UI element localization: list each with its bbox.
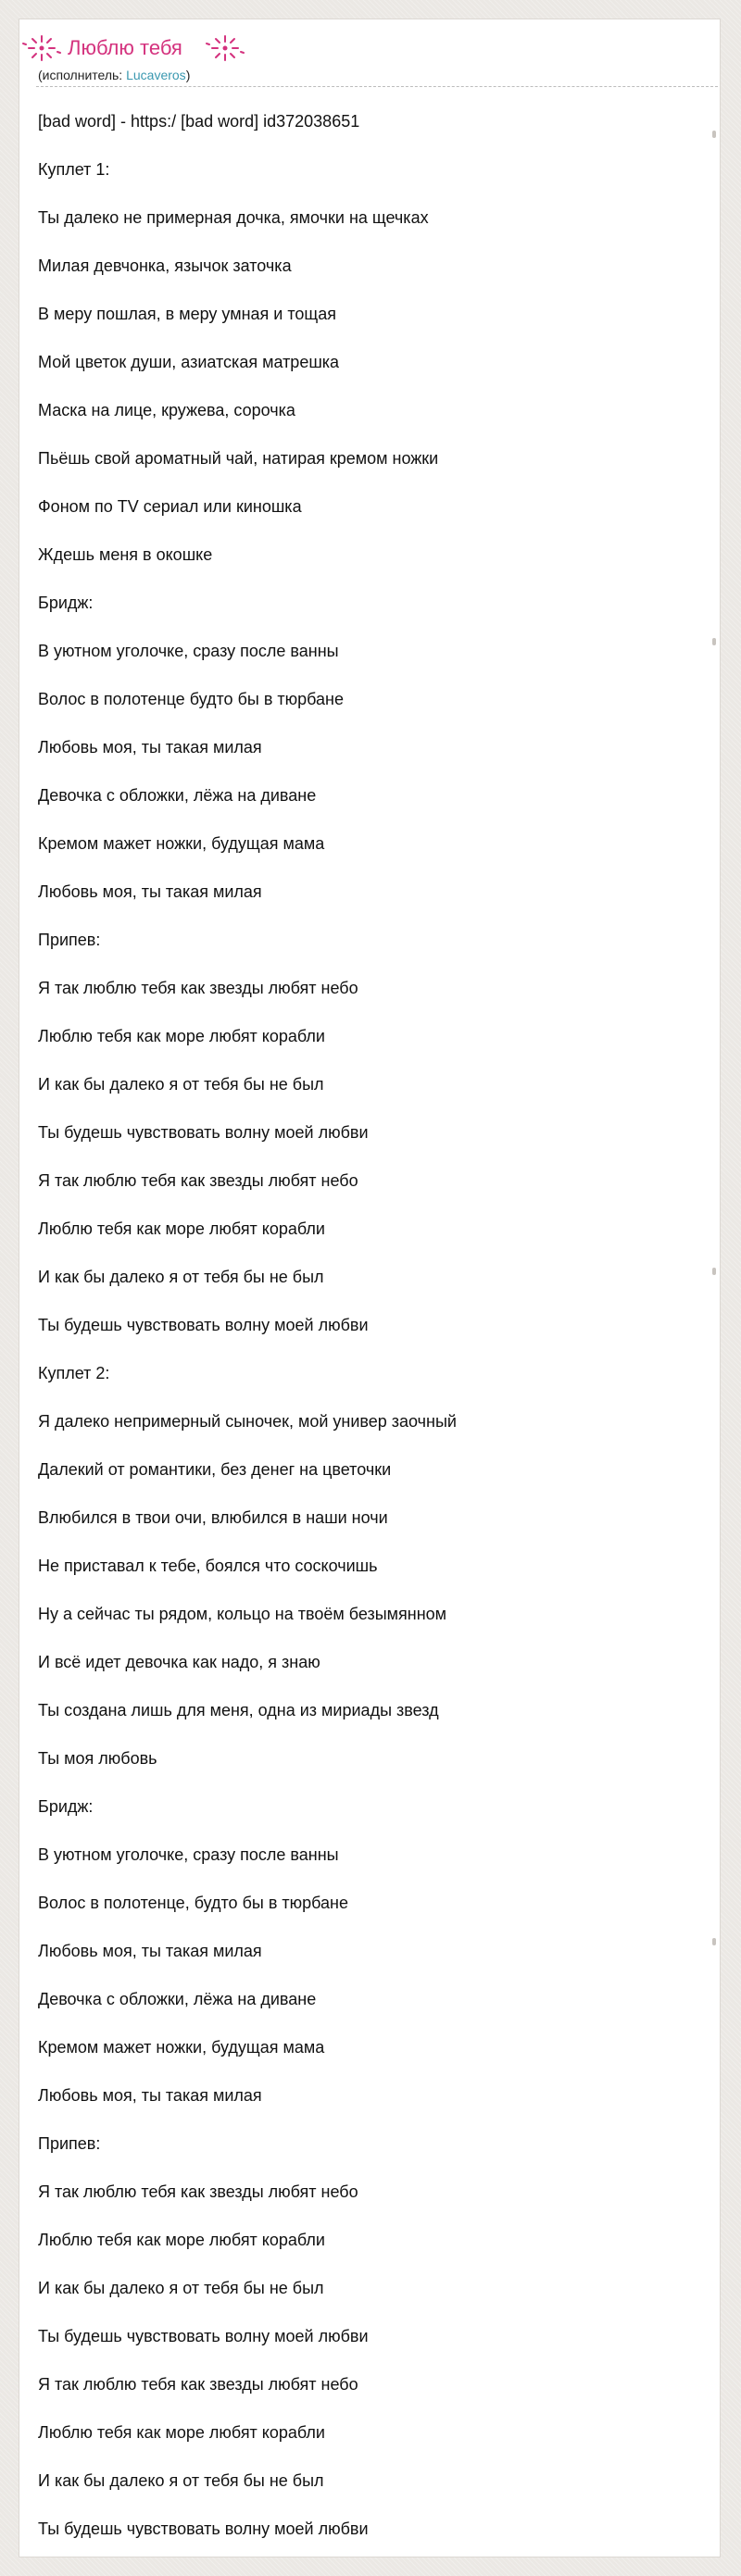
lyric-line: Ну а сейчас ты рядом, кольцо на твоём безымянном: [38, 1605, 447, 1623]
song-header: [19, 32, 720, 88]
lyric-line: Люблю тебя как море любят корабли: [38, 2423, 325, 2442]
lyrics-page: [19, 19, 721, 2557]
lyric-line: Пьёшь свой ароматный чай, натирая кремом ножки: [38, 449, 439, 468]
lyric-line: И как бы далеко я от тебя бы не был: [38, 2471, 324, 2490]
lyric-line: В меру пошлая, в меру умная и тощая: [38, 305, 336, 323]
lyric-line: Люблю тебя как море любят корабли: [38, 2231, 325, 2249]
lyric-line: Припев:: [38, 931, 101, 949]
lyric-line: Куплет 2:: [38, 1364, 110, 1382]
scroll-mark: [712, 131, 716, 138]
lyric-line: Любовь моя, ты такая милая: [38, 738, 262, 757]
lyric-line: И всё идет девочка как надо, я знаю: [38, 1653, 320, 1671]
lyric-line: Ты моя любовь: [38, 1749, 157, 1768]
lyric-line: Милая девчонка, язычок заточка: [38, 256, 292, 275]
sparkle-ornament-icon: [203, 32, 247, 64]
lyric-line: И как бы далеко я от тебя бы не был: [38, 1075, 324, 1094]
lyric-line: Ты будешь чувствовать волну моей любви: [38, 1316, 369, 1334]
lyric-line: Ты создана лишь для меня, одна из мириады звезд: [38, 1701, 439, 1719]
lyric-line: Любовь моя, ты такая милая: [38, 1942, 262, 1960]
lyric-line: Волос в полотенце, будто бы в тюрбане: [38, 1894, 348, 1912]
lyric-line: В уютном уголочке, сразу после ванны: [38, 1845, 339, 1864]
lyric-line: Фоном по TV сериал или киношка: [38, 497, 302, 516]
sparkle-ornament-icon: [19, 32, 64, 64]
lyric-line: Люблю тебя как море любят корабли: [38, 1219, 325, 1238]
lyric-line: Маска на лице, кружева, сорочка: [38, 401, 295, 419]
lyric-line: Любовь моя, ты такая милая: [38, 882, 262, 901]
lyric-line: В уютном уголочке, сразу после ванны: [38, 642, 339, 660]
lyric-line: Ты будешь чувствовать волну моей любви: [38, 2520, 369, 2538]
scroll-track: [709, 19, 720, 2557]
lyric-line: Куплет 1:: [38, 160, 110, 179]
lyrics-list: [38, 97, 705, 2553]
lyric-line: Бридж:: [38, 594, 94, 612]
scroll-mark: [712, 1938, 716, 1945]
lyric-line: Ты будешь чувствовать волну моей любви: [38, 2327, 369, 2345]
lyric-line: Далекий от романтики, без денег на цветочки: [38, 1460, 392, 1479]
lyric-line: Ты будешь чувствовать волну моей любви: [38, 1123, 369, 1142]
lyric-line: Не приставал к тебе, боялся что соскочишь: [38, 1557, 378, 1575]
lyric-line: Я так люблю тебя как звезды любят небо: [38, 1171, 358, 1190]
lyric-line: [bad word] - https:/ [bad word] id372038651: [38, 112, 360, 131]
artist-prefix: (исполнитель:: [38, 68, 127, 82]
lyric-line: Влюбился в твои очи, влюбился в наши ночи: [38, 1508, 388, 1527]
lyric-line: Девочка с обложки, лёжа на диване: [38, 1990, 317, 2008]
lyric-line: Мой цветок души, азиатская матрешка: [38, 353, 340, 371]
lyric-line: Я далеко непримерный сыночек, мой универ заочный: [38, 1412, 457, 1431]
lyric-line: Девочка с обложки, лёжа на диване: [38, 786, 317, 805]
lyric-line: Кремом мажет ножки, будущая мама: [38, 2038, 325, 2057]
lyric-line: Я так люблю тебя как звезды любят небо: [38, 979, 358, 997]
lyric-line: Ждешь меня в окошке: [38, 545, 213, 564]
lyric-line: Волос в полотенце будто бы в тюрбане: [38, 690, 344, 708]
lyric-line: Люблю тебя как море любят корабли: [38, 1027, 325, 1045]
lyric-line: И как бы далеко я от тебя бы не был: [38, 2279, 324, 2297]
scroll-mark: [712, 638, 716, 645]
artist-line: [38, 68, 190, 82]
lyric-line: Припев:: [38, 2134, 101, 2153]
lyric-line: Ты далеко не примерная дочка, ямочки на щечках: [38, 208, 429, 227]
artist-suffix: ): [185, 68, 191, 82]
lyric-line: Я так люблю тебя как звезды любят небо: [38, 2375, 358, 2394]
lyric-line: Я так люблю тебя как звезды любят небо: [38, 2182, 358, 2201]
lyric-line: И как бы далеко я от тебя бы не был: [38, 1268, 324, 1286]
lyric-line: Бридж:: [38, 1797, 94, 1816]
song-title: Люблю тебя: [68, 36, 182, 59]
artist-link[interactable]: Lucaveros: [126, 68, 186, 82]
lyric-line: Любовь моя, ты такая милая: [38, 2086, 262, 2105]
header-divider: [36, 86, 718, 87]
lyric-line: Кремом мажет ножки, будущая мама: [38, 834, 325, 853]
scroll-mark: [712, 1268, 716, 1275]
